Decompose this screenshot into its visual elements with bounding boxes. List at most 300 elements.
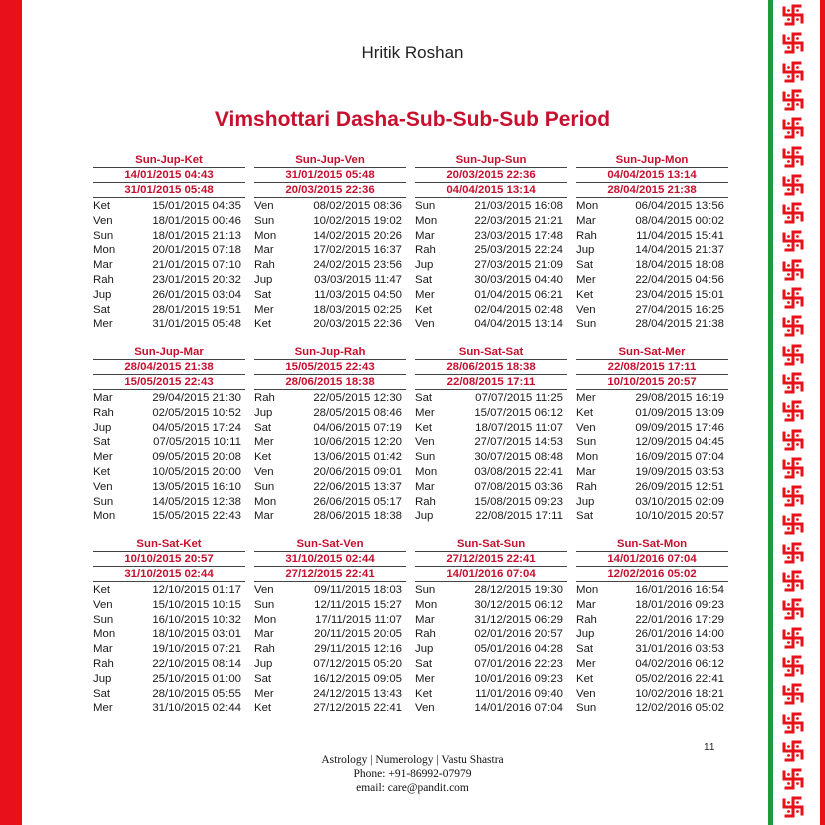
planet: Sat	[254, 421, 272, 434]
period-row	[576, 598, 728, 613]
period-row	[93, 243, 245, 258]
period-row	[254, 450, 406, 465]
swastika-icon	[781, 343, 805, 367]
end-datetime: 22/06/2015 13:37	[313, 480, 402, 493]
planet: Mar	[93, 259, 113, 272]
end-datetime: 31/01/2015 05:48	[152, 318, 241, 331]
end-datetime: 07/07/2015 11:25	[475, 392, 563, 404]
end-datetime: 05/02/2016 22:41	[635, 672, 724, 685]
end-datetime: 13/06/2015 01:42	[313, 451, 402, 464]
period-row	[576, 421, 728, 436]
period-row	[93, 672, 245, 687]
period-row	[415, 258, 567, 273]
period-row	[576, 583, 728, 598]
end-datetime: 21/01/2015 07:10	[152, 259, 241, 272]
period-row	[93, 613, 245, 628]
planet: Jup	[415, 259, 434, 272]
swastika-icon	[781, 654, 805, 678]
end-datetime: 28/01/2015 19:51	[152, 303, 241, 316]
period-row	[415, 435, 567, 450]
period-row	[415, 214, 567, 229]
end-datetime: 15/08/2015 09:23	[474, 495, 563, 508]
planet: Rah	[415, 628, 436, 641]
end-datetime: 10/02/2015 19:02	[313, 214, 402, 227]
planet: Rah	[93, 657, 114, 670]
dasha-block	[254, 537, 406, 716]
end-datetime: 17/11/2015 11:07	[315, 613, 402, 626]
planet: Mon	[254, 495, 277, 508]
period-row	[93, 435, 245, 450]
end-datetime: 18/04/2015 18:08	[635, 259, 724, 272]
block-title: Sun-Jup-Ven	[254, 153, 406, 168]
planet: Rah	[254, 259, 275, 272]
end-datetime: 07/01/2016 22:23	[474, 657, 563, 670]
period-row	[576, 229, 728, 244]
block-title: Sun-Sat-Ket	[93, 537, 245, 552]
period-row	[576, 613, 728, 628]
end-datetime: 28/12/2015 19:30	[474, 584, 563, 596]
block-start: 28/04/2015 21:38	[93, 360, 245, 375]
period-row	[254, 421, 406, 436]
period-row	[576, 465, 728, 480]
dasha-block	[93, 345, 245, 524]
planet: Sun	[415, 584, 436, 596]
planet: Jup	[254, 406, 273, 419]
period-row	[576, 672, 728, 687]
planet: Sun	[415, 200, 436, 212]
period-list	[576, 199, 728, 332]
swastika-icon	[781, 145, 805, 169]
planet: Sat	[93, 303, 111, 316]
block-start: 14/01/2016 07:04	[576, 552, 728, 567]
block-header	[576, 537, 728, 582]
block-header	[415, 345, 567, 390]
dasha-block	[415, 537, 567, 716]
swastika-icon	[781, 201, 805, 225]
footer-services: Astrology | Numerology | Vastu Shastra	[321, 754, 504, 766]
planet: Rah	[415, 244, 436, 257]
swastika-icon	[781, 626, 805, 650]
end-datetime: 16/12/2015 09:05	[313, 672, 402, 685]
block-title: Sun-Jup-Mon	[576, 153, 728, 168]
period-row	[254, 657, 406, 672]
period-row	[415, 421, 567, 436]
end-datetime: 10/10/2015 20:57	[635, 510, 724, 523]
block-end: 28/06/2015 18:38	[254, 375, 406, 390]
planet: Sat	[415, 657, 433, 670]
end-datetime: 10/02/2016 18:21	[635, 687, 724, 700]
end-datetime: 14/02/2015 20:26	[313, 229, 402, 242]
planet: Sat	[93, 436, 111, 449]
period-row	[576, 642, 728, 657]
planet: Mar	[254, 628, 274, 641]
planet: Sun	[576, 436, 597, 449]
end-datetime: 30/03/2015 04:40	[474, 273, 563, 286]
period-row	[415, 273, 567, 288]
planet: Sun	[415, 451, 436, 464]
dasha-block	[576, 153, 728, 332]
block-end: 31/01/2015 05:48	[93, 183, 245, 198]
period-row	[576, 450, 728, 465]
planet: Mar	[576, 465, 596, 478]
page-title: Vimshottari Dasha-Sub-Sub-Sub Period	[214, 108, 611, 131]
planet: Ket	[415, 421, 433, 434]
planet: Jup	[576, 628, 595, 641]
period-row	[254, 435, 406, 450]
planet: Mon	[93, 510, 116, 523]
swastika-icon	[781, 371, 805, 395]
block-header	[576, 153, 728, 198]
planet: Mer	[93, 702, 113, 715]
period-row	[576, 303, 728, 318]
block-title: Sun-Sat-Ven	[254, 537, 406, 552]
period-row	[415, 317, 567, 332]
period-row	[576, 627, 728, 642]
period-row	[93, 642, 245, 657]
planet: Ket	[576, 406, 594, 419]
period-row	[254, 598, 406, 613]
planet: Mon	[415, 214, 438, 227]
planet: Mer	[415, 288, 435, 301]
period-row	[576, 657, 728, 672]
end-datetime: 20/03/2015 22:36	[313, 318, 402, 331]
period-row	[415, 701, 567, 716]
period-row	[93, 583, 245, 598]
planet: Rah	[415, 495, 436, 508]
swastika-icon	[781, 173, 805, 197]
block-header	[254, 345, 406, 390]
period-row	[93, 273, 245, 288]
end-datetime: 15/07/2015 06:12	[474, 406, 563, 419]
block-start: 28/06/2015 18:38	[415, 360, 567, 375]
period-row	[415, 687, 567, 702]
swastika-icon	[781, 569, 805, 593]
end-datetime: 11/01/2016 09:40	[475, 687, 563, 700]
period-row	[93, 214, 245, 229]
planet: Mar	[415, 480, 435, 493]
end-datetime: 29/11/2015 12:16	[314, 643, 402, 656]
block-header	[93, 153, 245, 198]
period-row	[415, 243, 567, 258]
end-datetime: 18/01/2015 00:46	[152, 214, 241, 227]
end-datetime: 14/01/2016 07:04	[474, 702, 563, 715]
block-start: 04/04/2015 13:14	[576, 168, 728, 183]
period-row	[576, 317, 728, 332]
block-end: 10/10/2015 20:57	[576, 375, 728, 390]
block-title: Sun-Jup-Rah	[254, 345, 406, 360]
planet: Sat	[576, 643, 594, 656]
period-row	[415, 450, 567, 465]
dasha-block	[93, 153, 245, 332]
planet: Rah	[576, 480, 597, 493]
dasha-block	[254, 345, 406, 524]
end-datetime: 18/03/2015 02:25	[313, 303, 402, 316]
end-datetime: 22/01/2016 17:29	[635, 613, 724, 626]
planet: Jup	[415, 510, 434, 523]
period-row	[93, 480, 245, 495]
planet: Sat	[254, 288, 272, 301]
planet: Sat	[415, 273, 433, 286]
planet: Ven	[254, 200, 274, 212]
dasha-block	[415, 153, 567, 332]
block-header	[415, 537, 567, 582]
period-row	[576, 243, 728, 258]
planet: Jup	[93, 421, 112, 434]
period-row	[415, 642, 567, 657]
end-datetime: 23/01/2015 20:32	[152, 273, 241, 286]
end-datetime: 03/08/2015 22:41	[474, 465, 563, 478]
period-row	[254, 480, 406, 495]
end-datetime: 19/09/2015 03:53	[635, 465, 724, 478]
period-row	[93, 317, 245, 332]
period-row	[576, 495, 728, 510]
end-datetime: 04/02/2016 06:12	[635, 657, 724, 670]
end-datetime: 22/10/2015 08:14	[152, 657, 241, 670]
period-row	[415, 495, 567, 510]
planet: Mer	[415, 672, 435, 685]
block-end: 28/04/2015 21:38	[576, 183, 728, 198]
end-datetime: 08/02/2015 08:36	[313, 200, 402, 212]
period-list	[415, 583, 567, 716]
end-datetime: 18/01/2015 21:13	[152, 229, 241, 242]
end-datetime: 27/04/2015 16:25	[635, 303, 724, 316]
planet: Mar	[254, 510, 274, 523]
planet: Mer	[93, 318, 113, 331]
period-row	[254, 214, 406, 229]
end-datetime: 12/11/2015 15:27	[314, 598, 402, 611]
period-row	[93, 465, 245, 480]
footer-phone: Phone: +91-86992-07979	[353, 768, 472, 780]
planet: Ven	[576, 687, 596, 700]
page-number: 11	[704, 742, 715, 753]
end-datetime: 28/10/2015 05:55	[152, 687, 241, 700]
end-datetime: 12/02/2016 05:02	[635, 702, 724, 715]
end-datetime: 03/03/2015 11:47	[314, 273, 402, 286]
planet: Sun	[254, 480, 275, 493]
period-row	[254, 509, 406, 524]
planet: Ven	[93, 214, 113, 227]
period-row	[415, 288, 567, 303]
period-row	[576, 480, 728, 495]
end-datetime: 24/02/2015 23:56	[313, 259, 402, 272]
planet: Mon	[93, 244, 116, 257]
period-row	[93, 406, 245, 421]
planet: Ket	[576, 288, 594, 301]
planet: Sat	[576, 510, 594, 523]
block-title: Sun-Jup-Sun	[415, 153, 567, 168]
period-row	[415, 583, 567, 598]
period-row	[576, 258, 728, 273]
end-datetime: 14/04/2015 21:37	[635, 244, 724, 257]
block-header	[93, 345, 245, 390]
planet: Ket	[415, 303, 433, 316]
end-datetime: 23/03/2015 17:48	[474, 229, 563, 242]
planet: Jup	[576, 495, 595, 508]
end-datetime: 12/09/2015 04:45	[635, 436, 724, 449]
planet: Mon	[415, 465, 438, 478]
end-datetime: 21/03/2015 16:08	[474, 200, 563, 212]
period-row	[415, 613, 567, 628]
planet: Mar	[415, 229, 435, 242]
block-start: 31/01/2015 05:48	[254, 168, 406, 183]
end-datetime: 07/05/2015 10:11	[153, 436, 241, 449]
end-datetime: 27/03/2015 21:09	[474, 259, 563, 272]
planet: Ket	[93, 465, 111, 478]
end-datetime: 27/07/2015 14:53	[474, 436, 563, 449]
period-row	[93, 627, 245, 642]
planet: Rah	[576, 229, 597, 242]
end-datetime: 09/11/2015 18:03	[314, 584, 402, 596]
planet: Sun	[254, 598, 275, 611]
swastika-icon	[781, 258, 805, 282]
period-row	[415, 598, 567, 613]
period-row	[254, 465, 406, 480]
period-row	[415, 672, 567, 687]
planet: Ket	[576, 672, 594, 685]
end-datetime: 26/01/2015 03:04	[152, 288, 241, 301]
planet: Mer	[93, 451, 113, 464]
planet: Mar	[576, 598, 596, 611]
planet: Mon	[254, 229, 277, 242]
period-row	[254, 229, 406, 244]
planet: Mer	[576, 392, 596, 404]
block-header	[415, 153, 567, 198]
period-row	[93, 258, 245, 273]
block-start: 20/03/2015 22:36	[415, 168, 567, 183]
period-row	[576, 273, 728, 288]
period-row	[254, 303, 406, 318]
planet: Ven	[576, 303, 596, 316]
swastika-icon	[781, 795, 805, 819]
planet: Sun	[93, 495, 114, 508]
planet: Sat	[93, 687, 111, 700]
dasha-block	[576, 345, 728, 524]
period-list	[576, 583, 728, 716]
period-row	[93, 687, 245, 702]
period-row	[93, 391, 245, 406]
block-end: 20/03/2015 22:36	[254, 183, 406, 198]
planet: Mer	[254, 436, 274, 449]
dasha-block	[415, 345, 567, 524]
end-datetime: 11/03/2015 04:50	[314, 288, 402, 301]
period-list	[93, 199, 245, 332]
planet: Sun	[576, 318, 597, 331]
end-datetime: 04/06/2015 07:19	[313, 421, 402, 434]
end-datetime: 10/05/2015 20:00	[152, 465, 241, 478]
end-datetime: 20/11/2015 20:05	[314, 628, 402, 641]
planet: Mar	[254, 244, 274, 257]
period-row	[576, 199, 728, 214]
planet: Ket	[415, 687, 433, 700]
period-row	[415, 657, 567, 672]
end-datetime: 19/10/2015 07:21	[152, 643, 241, 656]
period-row	[254, 258, 406, 273]
block-title: Sun-Jup-Mar	[93, 345, 245, 360]
swastika-icon	[781, 314, 805, 338]
end-datetime: 15/10/2015 10:15	[152, 598, 241, 611]
planet: Ven	[254, 465, 274, 478]
planet: Mer	[576, 273, 596, 286]
period-row	[254, 583, 406, 598]
period-list	[93, 583, 245, 716]
period-row	[415, 480, 567, 495]
end-datetime: 15/05/2015 22:43	[152, 510, 241, 523]
block-end: 12/02/2016 05:02	[576, 567, 728, 582]
planet: Sun	[93, 613, 114, 626]
period-row	[254, 613, 406, 628]
period-row	[93, 509, 245, 524]
dasha-block	[254, 153, 406, 332]
planet: Mon	[415, 598, 438, 611]
period-row	[254, 391, 406, 406]
planet: Sun	[93, 229, 114, 242]
end-datetime: 23/04/2015 15:01	[635, 288, 724, 301]
end-datetime: 04/04/2015 13:14	[474, 318, 563, 331]
block-start: 22/08/2015 17:11	[576, 360, 728, 375]
planet: Ket	[254, 318, 272, 331]
period-row	[415, 509, 567, 524]
end-datetime: 15/01/2015 04:35	[152, 200, 241, 212]
planet: Sun	[576, 702, 597, 715]
end-datetime: 09/09/2015 17:46	[635, 421, 724, 434]
period-row	[254, 642, 406, 657]
swastika-icon	[781, 3, 805, 27]
period-row	[576, 391, 728, 406]
period-row	[415, 391, 567, 406]
planet: Rah	[93, 406, 114, 419]
swastika-icon	[781, 541, 805, 565]
period-row	[254, 199, 406, 214]
planet: Mon	[576, 200, 599, 212]
block-end: 04/04/2015 13:14	[415, 183, 567, 198]
period-row	[576, 406, 728, 421]
period-row	[93, 288, 245, 303]
planet: Ket	[254, 702, 272, 715]
end-datetime: 10/06/2015 12:20	[313, 436, 402, 449]
end-datetime: 22/03/2015 21:21	[474, 214, 563, 227]
end-datetime: 22/08/2015 17:11	[475, 510, 563, 523]
period-list	[254, 199, 406, 332]
end-datetime: 08/04/2015 00:02	[635, 214, 724, 227]
end-datetime: 28/05/2015 08:46	[313, 406, 402, 419]
period-row	[576, 509, 728, 524]
end-datetime: 09/05/2015 20:08	[152, 451, 241, 464]
dasha-block	[93, 537, 245, 716]
planet: Ven	[254, 584, 274, 596]
end-datetime: 29/04/2015 21:30	[152, 392, 241, 404]
planet: Ket	[93, 200, 111, 212]
period-row	[93, 495, 245, 510]
end-datetime: 30/12/2015 06:12	[474, 598, 563, 611]
end-datetime: 16/01/2016 16:54	[635, 584, 724, 596]
period-row	[254, 406, 406, 421]
period-row	[254, 273, 406, 288]
block-title: Sun-Sat-Sun	[415, 537, 567, 552]
planet: Ven	[415, 318, 435, 331]
end-datetime: 18/07/2015 11:07	[475, 421, 563, 434]
planet: Mer	[576, 657, 596, 670]
end-datetime: 04/05/2015 17:24	[152, 421, 241, 434]
planet: Jup	[254, 273, 273, 286]
planet: Mer	[415, 406, 435, 419]
planet: Ven	[415, 702, 435, 715]
end-datetime: 29/08/2015 16:19	[635, 392, 724, 404]
end-datetime: 20/06/2015 09:01	[313, 465, 402, 478]
planet: Jup	[93, 288, 112, 301]
block-title: Sun-Sat-Mon	[576, 537, 728, 552]
planet: Jup	[254, 657, 273, 670]
planet: Mon	[576, 584, 599, 596]
